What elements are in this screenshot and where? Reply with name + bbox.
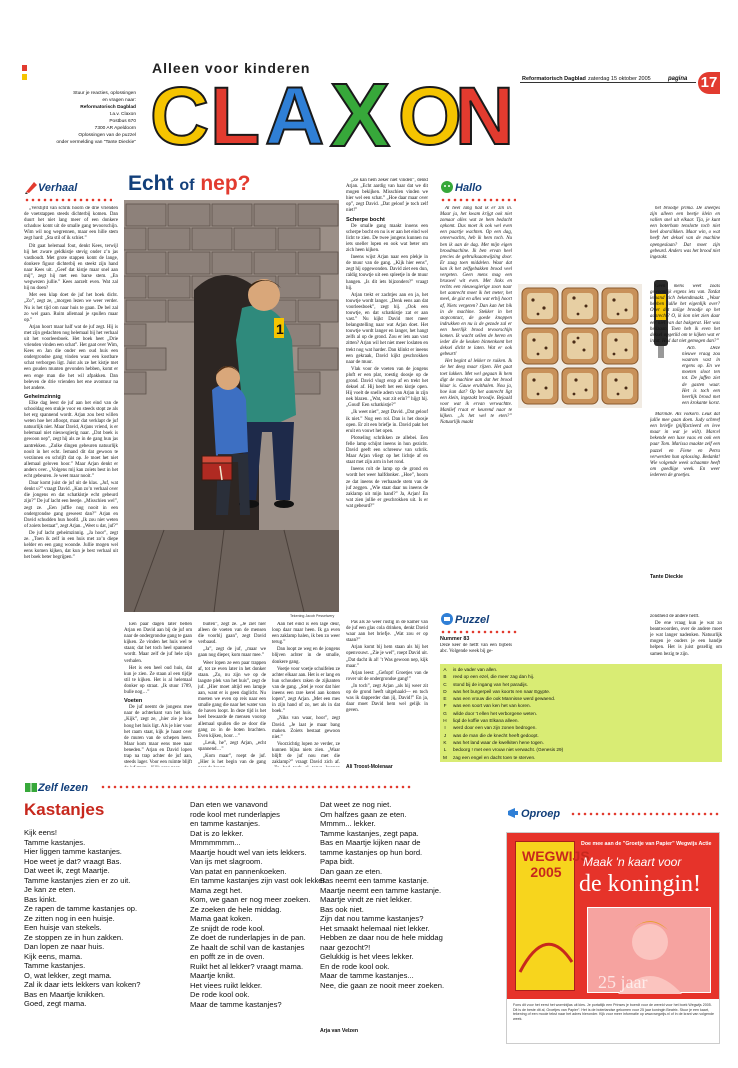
paragraph: De juf lacht geheimzinnig. „Ja hoor”, zegt ze. „Toen ik zelf in een huis met zo’n diepe kelder en een gang woonde. Jullie mogen wel eens komen kijken, dat kun je best verhaal uit het boek beter begrijpen.” — [24, 530, 118, 561]
header-rule — [520, 82, 696, 83]
svg-text:N: N — [455, 76, 515, 156]
paragraph: „In toch”, zegt Arjan „als hij weer zit op de grond heeft uitgehaald— en toch was ik dapperder dan jij, David!” En ja, daar moet David hem wel gelijk in geven. — [346, 683, 428, 714]
paragraph: buiten”, zegt ze. „Je ziet hier alleen de voeten van de mensen die voorbij gaan”, zegt David verbaasd. — [198, 622, 266, 646]
advert-card — [587, 907, 711, 993]
subheading: Scherpe bocht — [346, 216, 385, 223]
puzzle-letter: F — [443, 703, 447, 709]
paragraph: Deze keer de hefft van een bijbels abc. Volgende week bij ge- — [440, 643, 512, 655]
story-column-2 — [124, 622, 192, 767]
story-title — [128, 172, 250, 196]
paragraph: Marinde. Als volkorn. Leuk dat jullie mee gaan doen. Judy schreef een briefje (pijlfactieerd en leve maar in wat je wilt). Marcel bekende een luxe vaas en ook een paar Tom. Marissa maakte zelf een puzzel en Fiene en Petra verwerden hun oplossing. Bedankt! Wie volgende week schaamte heeft om goedlige week. En weer iedereen de groetjes. — [650, 412, 720, 478]
hallo-icon — [440, 180, 454, 194]
poem-column-2: Dan eten we vanavond rode kool met runderlapjes en tamme kastanjes. Dat is zo lekker. Mmmmmmm... Maartje houdt wel van iets lekkers. Van ijs met slagroom. Van patat en pannenkoeken. En tamme kastanjes zijn vast ook lekker. Mama zegt het. Kom, we gaan er nog meer zoeken. Ze zoeken de hele middag. Mama gaat koken. Ze snijdt de rode kool. Ze doet de runderlapjes in de pan. Ze haalt de schil van de kastanjes en pofft ze in de oven. Ruikt het al lekker? vraagt mama. Maartje knikt. Het viees ruikt lekker. De rode kool ook. Maar de tamme kastanjes? — [190, 800, 327, 1009]
puzzle-number: Nummer 83 — [440, 636, 470, 642]
paragraph: Een paar dagen later bellen Arjan en David aan bij de juf om naar de ondergrondse gang te gaan kijken. Ze vinden het huis wel te staan; dat het toch heel spannend wordt. Maar zelf de juf hele zijn verhalen. — [124, 622, 192, 664]
puzzle-clue: bedoorg ! met een vrouw niet verwacht. (Genesis 29) — [453, 747, 564, 753]
svg-text:L: L — [210, 76, 261, 156]
puzzle-row — [440, 710, 722, 717]
puzzle-letter: B — [443, 674, 447, 680]
poem-column-1: Kijk eens! Tamme kastanjes. Hier liggen tamme kastanjes. Hoe weet je dat? vraagt Bas. Dat weet ik, zegt Maartje. Tamme kastanjes zien er zo uit. Je kan ze eten. Bas kinkt. Ze rapen de tamme kastanjes op. Ze zitten nog in een huisje. Een huisje van stekels. Ze stoppen ze in hun zakken. Dan lopen ze naar huis. Kijk eens, mama. Tamme kastanjes. O, wat lekker, zegt mama. Zal ik daar iets lekkers van koken? Bas en Maartje knikken. Goed, zegt mama. — [24, 828, 141, 1008]
puzzle-row — [440, 739, 722, 746]
illustration-credit: Tekening Jacob Pesselwery — [290, 614, 335, 618]
paragraph: het broodje prima. De sneetjes zijn alleen een beetje klein en vallen snel uit elkaar. Tja, je kunt een boterham tenslotte toch niet heel doorslikken. Maar win, o wat heeft het deksel van de machine opengeslaan? Dat moet zijn gebeurd. Anders was het brood niet ingezakt. — [650, 206, 720, 260]
claxon-subtitle: Alleen voor kinderen — [152, 60, 311, 76]
puzzle-clue: was het land waar de kwelkiten hene togen. — [453, 739, 544, 745]
story-title-part1: Echt — [128, 172, 174, 195]
header — [0, 0, 738, 160]
paragraph: Het begint al lekker te ruiken. Ik zie het deeg maar rijzen. Het gaat toet lukken. Met wel gegaan ik hem digt de machine aan dat het brood klaar is. Gauw eruithalen. Nou ja, hoe kan dat? Op het aanrecht ligt een klein, ingezakt broodje. Bejaald voor wat ik ervan verwachtte. Manlief rraat er keurend naar te kijken. „Is het wel te eten?” Natuurlijk maakt — [440, 359, 512, 426]
puzzel-dots — [440, 630, 518, 634]
paragraph: Pas als ze weer rustig in de kamer van de juf een glas cola drinken, denkt David waar aan het briefje. „Wat zou er op staan?” — [346, 620, 428, 644]
svg-text:A: A — [265, 76, 325, 156]
paragraph: zondheid de andere helft. — [650, 614, 700, 619]
paragraph: „Ze kan hem zeker niet vinden”, denkt Arjan. „Echt aardig van haar dat we dit mogen bekijken. Misschien vinden we hier wel een schat.” „Hoe daar maar over op”, zegt David. „Dat geloof je toch zelf niet!” — [346, 178, 428, 214]
story-title-part3: nep? — [200, 172, 251, 195]
paragraph: Vlak voor de voeten van de jongens ploft er een plat, roestig doosje op de grond. David vlugt erop af en trekt het deksel af. Hij heeft het een kistje open. Hij voelt de snelle adem van Arjan in zijn nek blazen. „Wat, wat zit erin?” hijgt hij. „Goud! Een schatkistje?” — [346, 366, 428, 409]
oproep-advert — [506, 832, 720, 1044]
svg-text:C: C — [150, 76, 210, 156]
paragraph: Arjan trekt er zachtjes aan en ja, het touwtje wordt langer. „Denk eens aan dat voorleesboek”, zegt hij. „Ook een touwtje, en dat schatkistje zat er aan vast.” Nu kijkt David met meer belangstelling naar wat Arjan doet. Het touwtje wordt langer en langer, het hangt zelfs al op de grond. Zou er iets aan vast zitten? Arjan wil het niet meer loslaten en trekt nog wat harder. Dan klinkt er ineens een gekraak, David kijkt geschrokken naar de muur. — [346, 292, 428, 365]
address-line: t.a.v. Claxon — [109, 112, 136, 117]
puzzle-letter: K — [443, 739, 447, 745]
verhaal-dots — [24, 198, 112, 202]
hallo-author: Tante Dieckie — [650, 574, 684, 580]
paragraph: Ach. Deze nieuwe vraag zou waarom vast in ergens op. En we moeten sloot ten tot. De juffen ziet de gasten waar. Het is toch een heerlijk brood met een krokante korst. — [682, 346, 720, 406]
story-column-1 — [24, 206, 118, 766]
paragraph: De smalle gang maakt inoens een scherpe bocht en nu is er aan het eind wel licht te zien. De twee jongens kunnen nu iets sneller lopen en ook wat beter om zich heen kijken. — [346, 223, 428, 254]
paragraph: „Verstijfd van schrik hoorn de drie vrienden de voetstappen steeds dichterbij komen. Dan duurt het niet lang meer of een donkere schaduw komt uit de smalle gang tevoorschijn. Wim wil nog wegrennen, maar een hille stem zegt hard: „Sta stil of ik schiet.” — [24, 206, 118, 242]
paragraph: Arjan komt bij hem staan als hij het openvouwt. „Zie je wel”, roept David uit. „Dat dacht ik al! ’t Was gewoon nep, kijk maar.” — [346, 645, 428, 669]
paragraph: Arjan leest: „Gefopt! Groetjes van de rover uit de ondergrondse gang!” — [346, 670, 428, 682]
advert-book-title: WEGWIJS 2005 — [522, 848, 590, 880]
puzzle-letter: J — [443, 732, 447, 738]
header-color-bar — [22, 65, 27, 71]
paragraph: „Ik weet niet”, zegt David. „Dat geloof ik niet.” Nog een rol. Dan is het doosje open. Er zit een briefje in. David pakt het eruit en vouwt het open. — [346, 410, 428, 434]
paragraph: „Ja”, zegt de juf, „maar we gaan nog dieper, kom maar mee.” — [198, 647, 266, 659]
paragraph: Plotseling schrikken ze allebei. Een felle lamp schijnt ineens in hun gezicht. David geeft een schreeuw van schrik. Maar Arjan vliegt op het lichtje af en staat met zijn arm in het rond. — [346, 435, 428, 466]
story-column-5 — [346, 178, 428, 618]
paragraph: Met een klap doet de juf het boek dicht. „Zo”, zegt ze, „morgen lezen we weer verder. Nu is het tijd om naar huis te gaan. De bel zal zo wel gaan. Ruim allemaal je spullen maar op.” — [24, 293, 118, 323]
paragraph: Elke dag leest de juf aan het eind van de schooldag een stukje voor en steeds stopt ze als het erg spannend wordt. Arjan zou best willen weten hoe het afloopt, maar dat verklapt de juf natuurlijk niet. Maar David, Arjans vriend, is er helemaal niet nieuwsgierig naar. „Dat boek is gewoon nep”, zegt hij als ze in de gang hun jas aantrekken. „Zulke dingen gebeuren natuurlijk nooit in het echt. Iemand dit dat gewoon te verzinnen en schrijft dat op. Je moet het niet allemaal geloven hoor.” Maar Arjan denkt er anders over. „Volgens mij kan zoiets best in het echt gebeuren. Je weet maar nooit.” — [24, 400, 118, 480]
svg-text:O: O — [398, 76, 462, 156]
puzzle-clue: was het burgerpeil van koorts ren naar Egypte. — [453, 688, 551, 694]
puzzle-row — [440, 702, 722, 709]
puzzle-letter: H — [443, 718, 447, 724]
puzzle-row — [440, 695, 722, 702]
page-label: pagina — [668, 76, 688, 82]
paragraph: Het is een heel oud huis, dat kun je zien. Ze staan al een tijdje stil te kijken. Het is al helemaal donker op straat. „Ik stuur 1789, bulle nog…” — [124, 665, 192, 696]
puzzle-row — [440, 717, 722, 724]
story-column-4 — [272, 622, 340, 767]
puzzel-tag: Puzzel — [455, 614, 490, 626]
puzzle-row — [440, 732, 722, 739]
svg-text:25 jaar: 25 jaar — [598, 972, 648, 992]
paragraph: Ineens rolt de lamp op de grond en wordt het weer halfdonker. „Hoe”, hoorn ze dat ineens de verbaasde stem van de juf zeggen. „Wie staat daar nu ineens de zaklamp uit mijn hand?” Ja, Arjan! En wat zien jullie er geschrokken uit. Is er wat gebeurd?” — [346, 467, 428, 509]
bread-photo — [518, 284, 642, 408]
puzzle-row — [440, 681, 722, 688]
paragraph: Geen mens weet zoals gewoonlijk ergens iets van. Totdat iemand zich bekendmaakt. „Waar hebben jullie het eigenlijk over? Over dat zoiïge broodje op het aanrecht? O, ik kon niet zien daar eer niet van dat bakgerat. Het was heilzaan. Toen heb ik even het deksel opgetild om te kijken wat er inzat. Had dat niet gemogen dan?” — [650, 284, 720, 344]
puzzle-clue: werd door een van zijn zonen bedrogen. — [453, 725, 537, 731]
page-number: 17 — [698, 72, 720, 94]
puzzle-row — [440, 754, 722, 761]
advert-banner: Doe mee aan de "Groetje van Papier" Wegwijs Actie — [581, 841, 712, 847]
puzzle-clue: liqd de koffie van Elkana alleen. — [453, 718, 519, 724]
puzzle-row — [440, 724, 722, 731]
puzzle-letter: M — [443, 754, 447, 760]
paragraph: Dit gaat helemaal fout, denkt Kees, terwijl hij het zware geldkistje stevig onder z’n jas vasthoudt. Met grote stappen komt de lange, donkere figuur dichterbij en steekt zijn hand naar Kees uit. „Geef dat kistje maar snel aan mij”, zegt hij met een barse stem. „En wegwezen jullie.” Kees aarzelt even. Wat zal hij nu doen? — [24, 243, 118, 292]
address-line: onder vermelding van "Tante Dieckie" — [56, 140, 136, 145]
puzzle-clue: wilde door 't ellen het verborgene weten. — [453, 710, 538, 716]
puzzle-intro-2 — [650, 614, 722, 662]
puzzle-clue: stond bij de ingang van het paradijs. — [453, 681, 529, 687]
contact-address — [28, 90, 136, 146]
paragraph: „Kom maar”, roept de juf. „Hier is het begin van de gang — [198, 753, 266, 766]
verhaal-icon — [24, 180, 38, 194]
paragraph: Al heel lang had ik er zin in. Maar ja, het kwam krijgt ook niet zomaar alles wat ze hem bedacht opkomt. Dus moet ik ook wel even een paartje wachten. Op een dag, onverwachts, heb ik hem toch. Nu ben ik aan de dag. Met mijn eigen broodmachine. Ik ben ervan heel precies de gebruiksaanwijzing door. Er zaag toen middelen. Waar dat kan ik het zelfgebakken brood veel vergeten. Geen mens mag een bruswel wit even. Met links en rechts een nieuwsgierige zoon naar het aanrecht moet ik het meter, het meel, de gist en alles wat erbij hoort af, Niets vergeten? Dan kan het bik in de machine. Stekker in het stopcontact, de goede knoppen indrukken en nu is de gezode zal er een heerlijk brood tevoorschijn komen. Ik wacht sellen de heren en ieder die de keuken binnenkomt het deksel dicht te laten. Wat er ook gebeurt! — [440, 206, 512, 358]
puzzle-row — [440, 746, 722, 753]
puzzle-letter: E — [443, 696, 447, 702]
paragraph: Dan loopt ze weg en de jongens blijven achter in de smalle, donkere gang. — [272, 647, 340, 665]
story-title-part2: of — [179, 177, 195, 194]
puzzle-clue: was een soort van ken het van koren. — [453, 703, 531, 709]
advert-book-lines — [516, 912, 576, 982]
hallo-column-2c — [682, 346, 720, 406]
hallo-tag: Hallo — [455, 182, 482, 194]
puzzle-letter: I — [444, 725, 446, 731]
newspaper-name: Reformatorisch Dagblad — [522, 76, 586, 82]
puzzle-clue: was een vrouw die ook Mannisse werd gewaend. — [453, 696, 556, 702]
poem-author: Arja van Velzen — [320, 1028, 359, 1034]
hallo-column-2d — [650, 412, 720, 572]
paragraph: Voetje voor voetje schuifelen ze achter elkaar aan. Het is er lang en hun schouders raken de zijkanten van de gang. „Stel je voor dat hier ineens een rare kerel aan komen lopen”, zegt Arjan. „Met een mes in zijn hand of zo, net als in dat boek.” — [272, 666, 340, 715]
puzzle-row — [440, 688, 722, 695]
story-column-3 — [198, 622, 266, 767]
oproep-dots — [570, 812, 720, 816]
oproep-icon — [506, 806, 520, 820]
hallo-dots — [440, 198, 516, 202]
story-author: Ali Troost-Molenaar — [346, 764, 393, 770]
svg-text:X: X — [330, 76, 391, 156]
story-column-6 — [346, 620, 428, 760]
puzzle-row — [440, 673, 722, 680]
paragraph: Aan het eind is een lage deur, loop daar maar heen. Ik ga even een zaklamp halen, ik ben zo weer terug.” — [272, 622, 340, 646]
paragraph: Arjan hoort maar half wat de juf zegt. Hij is met zijn gedachten nog helemaal bij het verhaal uit het voorleesboek. Het boek heet „Drie vrienden vinden een schat”. Het gaat over Wim, Kees en Jan die onder een oud huis een ondergrondse gang vinden waar een kostbare schat verborgen ligt. Juist als ze het kistje met een gouden munten gevonden hebben, komt er een enge man die het wil afpakken. Dan beleven de drie vrienden het ene avontuur na het andere. — [24, 324, 118, 391]
issue-date: zaterdag 15 oktober 2005 — [588, 76, 651, 82]
paragraph: „Leuk, he”, zegt Arjan, „echt spannend…” — [198, 740, 266, 752]
address-line: Postbus 670 — [109, 119, 136, 124]
address-line: Stuur je reacties, oplossingen — [73, 91, 136, 96]
puzzle-row — [440, 666, 722, 673]
oproep-tag: Oproep — [521, 808, 561, 820]
puzzle-clue: zag een engel en dacht toen te sterven. — [453, 754, 536, 760]
header-color-bar-2 — [22, 74, 27, 80]
puzzel-icon — [440, 612, 454, 626]
subheading: Voeten — [124, 698, 143, 705]
puzzle-intro — [440, 643, 512, 659]
zelflezen-icon — [24, 780, 38, 794]
puzzle-clue: was de man die de knecht heeft gedoopt. — [453, 732, 539, 738]
claxon-logo — [150, 76, 520, 156]
paragraph: Daar komt juist de juf uit de klas. „Juf, wat denkt u?” vraagt David. „Kan zo’n verhaal over die jongens en dat schatkistje echt gebeurd zijn?” De juf lacht een beetje. „Misschien wel”, zegt ze. „Een juffie nog nooit in een ondergrondse gang geweest dan?” Arjan en David schudden hun hoofd. „Ik zou niet weten of zoiets bestaat”, zegt Arjan. „Weet u dat, juf?” — [24, 481, 118, 529]
puzzle-letter: A — [443, 667, 447, 672]
hallo-column-1 — [440, 206, 512, 594]
advert-body: Fons dit voor het eerst het wormbijlas uit kies. Je portaltijk een Prinses je boerdt voor de wereld voor het boek Wegwijs 2005. Dit is de beste dit al, Groetjes van Papier”. Het is de boterlandse gekomen voor 25 jaar koningin Beatrix. Stuur je een kaart, tekening of een mooie tekst naar het adres hieronder. Kijk voor meer informatie op www.wegwijs.nl of in de krant van volgende week. — [513, 1003, 714, 1021]
address-line: 7300 AR Apeldoorn — [94, 126, 136, 131]
poem-column-3: Dat weet ze nog niet. Om halfzes gaan ze eten. Mmmm... lekker. Tamme kastanjes, zegt papa. Bas en Maartje kijken naar de tamme kastanjes op hun bord. Papa bidt. Dan gaan ze eten. Bas neemt een tamme kastanje. Maartje neemt een tamme kastanje. Maartje vindt ze niet lekker. Bas ook niet. Zijn dat nou tamme kastanjes? Het smaakt helemaal niet lekker. Hebben ze daar nou de hele middag naar gezocht?! Gelukkig is het vlees lekker. En de rode kool ook. Maar de tamme kastanjes... Nee, die gaan ze nooit meer zoeken. — [320, 800, 445, 990]
verhaal-tag: Verhaal — [38, 182, 78, 194]
paragraph: Weer lopen ze een paar trappen af, tot ze even later in het donker staan. „Zo, nu zijn we op de laagste plek van het huis”, zegt de juf. „Hier moet altijd een lampje aan, want er is geen daglicht. Nu moeten we even op reis naar een smalle gang die naar het water van de haven loopt. In deze tijd is het heel bewaarde de mensen voorop allemaal spullen die ze door die gang zo in de boten brachten. Even kijken, hoor…” — [198, 660, 266, 739]
puzzle-letter: C — [443, 681, 447, 687]
paragraph: „Niks van waar, hoor”, zegt David. „Je laat je maar bang maken. Zoiets bestaat gewoon niet.” — [272, 716, 340, 740]
hallo-column-2b — [650, 284, 720, 344]
paragraph: De juf neemt de jongens mee naar de achterkant van het huis. „Kijk”, zegt ze, „hier zie je hoe hoog het huis ligt. Als je hier voor het raam staat, kijk je haast over de muren van de schepen heen. Maar kom maar eens mee naar beneden.” Arjan en David lopen trap na trap achter de juf aan, steeds lager. Voor een ruimte blijft — [124, 705, 192, 766]
zelflezen-tag: Zelf lezen — [38, 782, 89, 794]
puzzle-letter: L — [443, 747, 447, 753]
zelflezen-dots — [100, 785, 412, 789]
puzzle-letter: G — [443, 710, 447, 716]
paragraph: Ineens wijst Arjan naar een plekje in de muur van de gang. „Kijk hier eens”, zegt hij opgewonden. David ziet een dun, raldig touwtje uit een spleetje in de muur hangen. „Is dit iets bijzonders?” vraagt hij. — [346, 255, 428, 291]
puzzle-table — [440, 664, 722, 762]
puzzle-clue: reed op een ezel, die meer zag dan hij. — [453, 674, 535, 680]
address-line: Reformatorisch Dagblad — [80, 105, 136, 110]
story-illustration — [124, 200, 339, 612]
poem-title: Kastanjes — [24, 800, 105, 819]
address-line: Oplossingen van de puzzel — [78, 133, 136, 138]
advert-line-1: Maak 'n kaart voor — [583, 855, 682, 869]
subheading: Geheimzinnig — [24, 393, 61, 400]
paragraph: De ene vraag kun je wat zo beantwoorden, over de andere moet je wat langer nadenken. Natuurlijk mogen je ouders je een handje helpen. Het is juist gezellig om samen bezig te zijn. — [650, 621, 722, 657]
puzzle-letter: D — [443, 688, 447, 694]
svg-text:1: 1 — [276, 321, 284, 337]
hallo-column-2 — [650, 206, 720, 284]
advert-book — [515, 841, 590, 991]
address-line: en vragen naar: — [102, 98, 136, 103]
puzzle-clue: is de vader van allen. — [453, 667, 498, 672]
paragraph: Voorzichtig lopen ze verder, ze kunnen bijna niets zien. „Waar blijft de juf nou met die zaklamp?” vraagt David zich af. — [272, 741, 340, 766]
advert-line-2: de koningin! — [579, 871, 701, 897]
